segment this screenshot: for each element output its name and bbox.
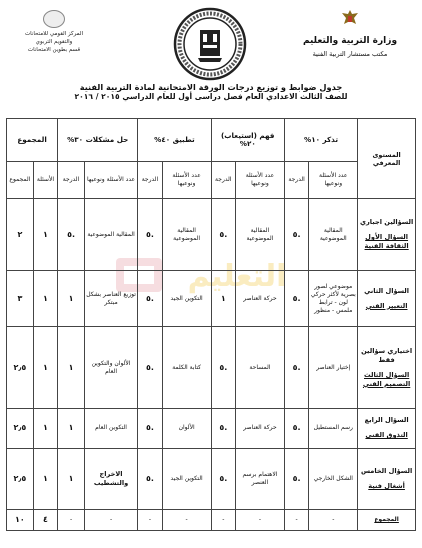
cell: .٥ xyxy=(138,271,162,327)
cell: .٥ xyxy=(284,409,308,448)
center-line-3: قسم بطوين الامتحانات xyxy=(27,47,81,53)
cell: الألوان xyxy=(162,409,211,448)
cell: - xyxy=(84,510,137,531)
ministry-name: وزارة التربية والتعليم xyxy=(302,36,398,46)
cell: موضوعي لصور بصرية لأكثر حركي لون - ترابط ملمس - منظور xyxy=(309,271,358,327)
cell: .٥ xyxy=(211,448,235,510)
cell: - xyxy=(309,510,358,531)
cell: الاهتمام برسم العنصر xyxy=(236,448,285,510)
center-line-1: المركز القومي للامتحانات xyxy=(24,31,84,37)
cell: - xyxy=(162,510,211,531)
cell: ١ xyxy=(33,327,57,409)
cell: ١ xyxy=(58,271,85,327)
cell: حركة العناصر xyxy=(236,409,285,448)
watermark-text: التعليم xyxy=(187,259,287,294)
cell: المقالية الموضوعية xyxy=(84,199,137,271)
cell: ٤ xyxy=(33,510,57,531)
eagle-emblem-icon xyxy=(339,8,361,30)
cell: التكوين الجيد xyxy=(162,448,211,510)
group-remember: تذكر ١٠% xyxy=(284,119,357,162)
question-label: السؤالين اجباري السؤال الأول الثقافة الفنية xyxy=(358,199,416,271)
table-row xyxy=(7,327,416,409)
cell: .٥ xyxy=(138,199,162,271)
group-understand: فهم (استيعاب) ٢٠% xyxy=(211,119,284,162)
grades-table xyxy=(6,118,416,531)
cell: .٥ xyxy=(284,199,308,271)
cell: .٥ xyxy=(284,448,308,510)
table-row xyxy=(7,409,416,448)
cell: ٢ xyxy=(7,199,34,271)
cell: ١٠ xyxy=(7,510,34,531)
cell: رسم المستطيل xyxy=(309,409,358,448)
cell: .٥ xyxy=(211,199,235,271)
office-name: مكتب مستشار التربية الفنية xyxy=(312,50,388,58)
group-total: المجموع xyxy=(7,119,58,162)
table-row xyxy=(7,199,416,271)
cell: ١ xyxy=(58,448,85,510)
cell: المساحة xyxy=(236,327,285,409)
sub-total: المجموع xyxy=(7,162,34,199)
cell: .٥ xyxy=(284,271,308,327)
cell: المقالية الموضوعية xyxy=(162,199,211,271)
ministry-logo xyxy=(286,8,414,74)
group-header-row xyxy=(7,119,416,162)
cell: الألوان والتكوين العام xyxy=(84,327,137,409)
title-line-1: جدول ضوابط و توزيع درجات الورقة الامتحانية لمادة التربية الفنية xyxy=(79,82,343,92)
cell: ١ xyxy=(33,199,57,271)
cell: ١ xyxy=(33,448,57,510)
sub-grade: الدرجة xyxy=(58,162,85,199)
cell: ٢٫٥ xyxy=(7,448,34,510)
cell: - xyxy=(211,510,235,531)
question-label: السؤال الرابع التذوق الفني xyxy=(358,409,416,448)
cell: ٢٫٥ xyxy=(7,409,34,448)
question-label: اختياري سؤالين فقط السؤال الثالث التصميم الفني xyxy=(358,327,416,409)
question-label: السؤال الثاني التعبير الفني xyxy=(358,271,416,327)
cell: .٥ xyxy=(211,409,235,448)
sub-type: عدد الأسئلة ونوعيها xyxy=(236,162,285,199)
cell: إختيار العناصر xyxy=(309,327,358,409)
cell: ١ xyxy=(33,409,57,448)
sub-type: عدد الأسئلة ونوعيها xyxy=(309,162,358,199)
cell: - xyxy=(236,510,285,531)
document-title xyxy=(0,82,422,102)
sub-grade: الدرجة xyxy=(284,162,308,199)
total-row xyxy=(7,510,416,531)
cell: .٥ xyxy=(138,448,162,510)
exam-center-logo xyxy=(8,10,100,72)
cell: - xyxy=(284,510,308,531)
cell: ١ xyxy=(58,327,85,409)
cell: .٥ xyxy=(58,199,85,271)
cell: .٥ xyxy=(138,409,162,448)
cell: .٥ xyxy=(211,327,235,409)
central-seal-icon xyxy=(172,6,248,82)
sub-header-row xyxy=(7,162,416,199)
cell: حركة العناصر xyxy=(236,271,285,327)
cell: التكوين العام xyxy=(84,409,137,448)
level-header: المستوى المعرفي xyxy=(358,119,416,199)
cell: المقالية الموضوعية xyxy=(309,199,358,271)
cell: الاخراج والتشطيب xyxy=(84,448,137,510)
cell: ١ xyxy=(33,271,57,327)
sub-type: عدد الأسئلة ونوعيها xyxy=(84,162,137,199)
title-line-2: للصف الثالث الاعدادي العام فصل دراسى أول للعام الدراسي ٢٠١٥ / ٢٠١٦ xyxy=(74,92,348,101)
cell: المقالية الموضوعية xyxy=(236,199,285,271)
cell: - xyxy=(58,510,85,531)
sub-questions: الأسئلة xyxy=(33,162,57,199)
page-header xyxy=(4,6,418,76)
cell: الشكل الخارجي xyxy=(309,448,358,510)
sub-type: عدد الأسئلة ونوعيها xyxy=(162,162,211,199)
cell: ١ xyxy=(58,409,85,448)
cell: كتابة الكلمة xyxy=(162,327,211,409)
group-apply: تطبيق ٤٠% xyxy=(138,119,211,162)
total-label: المجموع xyxy=(358,510,416,531)
center-line-2: والتقويم التربوي xyxy=(35,39,73,45)
cell: - xyxy=(138,510,162,531)
group-problem-solving: حل مشكلات ٣٠% xyxy=(58,119,138,162)
table-row xyxy=(7,271,416,327)
cell: توزيع العناصر بشكل مبتكر xyxy=(84,271,137,327)
cell: ٢٫٥ xyxy=(7,327,34,409)
question-label: السؤال الخامس أشغال فنية xyxy=(358,448,416,510)
cell: ١ xyxy=(211,271,235,327)
center-seal-icon xyxy=(43,10,65,28)
cell: التكوين الجيد xyxy=(162,271,211,327)
cell: .٥ xyxy=(138,327,162,409)
table-row xyxy=(7,448,416,510)
cell: .٥ xyxy=(284,327,308,409)
sub-grade: الدرجة xyxy=(211,162,235,199)
sub-grade: الدرجة xyxy=(138,162,162,199)
cell: ٣ xyxy=(7,271,34,327)
